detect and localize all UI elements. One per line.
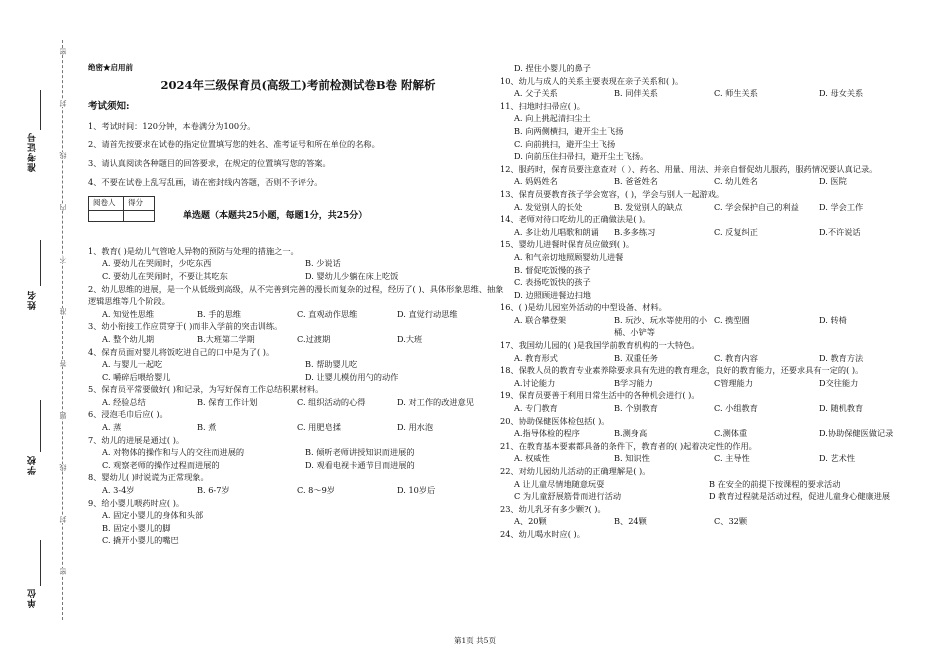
answer-option[interactable]: B. 保育工作计划: [197, 396, 258, 407]
answer-option[interactable]: D. 10岁后: [397, 485, 436, 496]
confidential-mark: 绝密★启用前: [88, 63, 133, 72]
question: [500, 62, 935, 75]
question: [88, 383, 508, 408]
answer-option[interactable]: B. 帮助婴儿吃: [305, 359, 358, 370]
option-row: [88, 333, 508, 346]
answer-option[interactable]: B 在安全的前提下按课程的要求活动: [709, 478, 841, 489]
answer-option[interactable]: A. 经验总结: [102, 396, 146, 407]
option-row: [88, 459, 508, 472]
school-label: 学校: [28, 455, 38, 475]
name-underline: [40, 240, 41, 286]
seal-line: [62, 40, 63, 620]
question-stem: 13、保育员要教育孩子学会宽容，( )，学会与别人一起游戏。: [500, 188, 725, 199]
question: [88, 320, 508, 345]
question-stem: 14、老师对待口吃幼儿的正确做法是( )。: [500, 214, 651, 225]
answer-option[interactable]: C. 携型圈: [714, 314, 750, 325]
section-heading: 单选题（本题共25小题，每题1分，共25分）: [183, 211, 368, 222]
seal-line-mark: 密: [59, 48, 67, 55]
question-stem: 10、幼儿与成人的关系主要表现在亲子关系和( )。: [500, 75, 684, 86]
page-title: 2024年三级保育员(高级工)考前检测试卷B卷 附解析: [160, 77, 436, 92]
answer-option[interactable]: B. 同伴关系: [614, 88, 658, 99]
answer-option[interactable]: C. 撬开小婴儿的嘴巴: [102, 535, 179, 546]
answer-option[interactable]: D. 用水泡: [397, 422, 434, 433]
answer-option[interactable]: D. 向前压住扫帚扫，避开尘土飞扬。: [514, 151, 649, 162]
answer-option[interactable]: A.讨论能力: [514, 377, 556, 388]
answer-option[interactable]: B.多多练习: [614, 226, 656, 237]
answer-option[interactable]: C. 幼儿姓名: [714, 176, 758, 187]
question: [500, 389, 935, 414]
answer-option[interactable]: A. 向上挑起清扫尘土: [514, 113, 591, 124]
answer-option[interactable]: C. 要幼儿在哭闹时，不要让其吃东: [102, 270, 228, 281]
option-row: [500, 352, 935, 365]
question-stem: 18、保教人员的教育专业素养除要求具有先进的教育理念，良好的教育能力，还要求具有一定的( )。: [500, 365, 864, 376]
answer-option[interactable]: C. 反复纠正: [714, 226, 758, 237]
binding-strip: [22, 40, 67, 620]
seal-line-mark: 不: [59, 256, 67, 263]
answer-option[interactable]: D交往能力: [819, 377, 859, 388]
answer-option[interactable]: D. 直觉行动思维: [397, 308, 458, 319]
answer-option[interactable]: D. 捏住小婴儿的鼻子: [514, 63, 591, 73]
score-input-cell[interactable]: [124, 210, 155, 221]
question-stem: 21、在教育基本要素都具备的条件下，教育者的( )起着决定性的作用。: [500, 440, 757, 451]
option-row: [88, 446, 508, 459]
question-stem: 17、我国幼儿园的( )是我国学前教育机构的一大特色。: [500, 340, 700, 351]
seal-line-mark: 线: [59, 464, 67, 471]
seal-line-mark: 答: [59, 360, 67, 367]
seal-line-mark: 题: [59, 412, 67, 419]
question-stem: 11、扫地时扫帚应( )。: [500, 100, 585, 111]
question: [500, 528, 935, 541]
answer-option[interactable]: D. 教育方法: [819, 352, 864, 363]
question-stem: 19、保育员要善于利用日常生活中的各种机会进行( )。: [500, 390, 700, 401]
answer-option[interactable]: D. 学会工作: [819, 201, 864, 212]
answer-option[interactable]: D 教育过程就是活动过程，促进儿童身心健康进展: [709, 491, 891, 502]
answer-option[interactable]: C. 主导性: [714, 453, 750, 464]
answer-option[interactable]: C管理能力: [714, 377, 754, 388]
option-row: [88, 308, 508, 321]
question: [500, 440, 935, 465]
option-row: [500, 490, 935, 503]
answer-option[interactable]: A. 蒸: [102, 422, 122, 433]
answer-option[interactable]: C. 师生关系: [714, 88, 758, 99]
question: [88, 283, 508, 321]
answer-option[interactable]: B. 手的思维: [197, 308, 241, 319]
question: [88, 471, 508, 496]
left-question-list: [88, 245, 508, 547]
answer-option[interactable]: D.协助保健医做记录: [819, 428, 894, 439]
question-stem: 15、婴幼儿进餐时保育员应做到( )。: [500, 239, 635, 250]
option-row: [500, 175, 935, 188]
answer-option[interactable]: B. 少说话: [305, 258, 341, 269]
answer-option[interactable]: D. 随机教育: [819, 403, 864, 414]
question: [500, 213, 935, 238]
answer-option[interactable]: C. 小组教育: [714, 403, 758, 414]
answer-option[interactable]: C. 嚼碎后喂给婴儿: [102, 371, 171, 382]
option-row: [500, 377, 935, 390]
seal-line-mark: 内: [59, 204, 67, 211]
question: [500, 364, 935, 389]
seal-line-mark: 线: [59, 152, 67, 159]
answer-option[interactable]: A. 联合攀登架: [514, 314, 567, 325]
answer-option[interactable]: B. 煮: [197, 422, 217, 433]
question: [500, 100, 935, 163]
answer-option[interactable]: A. 权威性: [514, 453, 550, 464]
notice-item: 3、请认真阅读各种题目的回答要求，在规定的位置填写您的答案。: [88, 157, 331, 168]
answer-option[interactable]: D. 对工作的改进意见: [397, 396, 474, 407]
name-label: 姓名: [28, 290, 38, 310]
answer-option[interactable]: C. 组织活动的心得: [297, 396, 366, 407]
answer-option[interactable]: C. 8～9岁: [297, 485, 335, 496]
question: [500, 188, 935, 213]
answer-option[interactable]: A. 多让幼儿唱歌和朗诵: [514, 226, 599, 237]
right-question-list: [500, 62, 935, 541]
question: [88, 434, 508, 472]
question: [500, 75, 935, 100]
answer-option[interactable]: B.大班第二学期: [197, 333, 255, 344]
question: [500, 301, 935, 339]
option-row: [88, 484, 508, 497]
question: [500, 238, 935, 301]
answer-option[interactable]: D. 婴幼儿少躺在床上吃饭: [305, 270, 399, 281]
question-stem: 4、保育员面对婴儿将饭吃进自己的口中是为了( )。: [88, 346, 275, 357]
answer-option[interactable]: A、20颗: [514, 516, 547, 527]
answer-option[interactable]: A. 3-4岁: [102, 485, 135, 496]
question-stem: 7、幼儿的进展是通过( )。: [88, 434, 185, 445]
seal-line-mark: 封: [59, 100, 67, 107]
answer-option[interactable]: D. 转椅: [819, 314, 847, 325]
answer-option[interactable]: C. 教育内容: [714, 352, 758, 363]
answer-option[interactable]: D.大班: [397, 333, 423, 344]
option-row: [88, 358, 508, 371]
answer-option[interactable]: A. 与婴儿一起吃: [102, 359, 163, 370]
notice-item: 2、请首先按要求在试卷的指定位置填写您的姓名、准考证号和所在单位的名称。: [88, 139, 380, 150]
question-stem: 9、给小婴儿喂药时应( )。: [88, 497, 185, 508]
answer-option[interactable]: A. 发觉别人的长处: [514, 201, 583, 212]
answer-option[interactable]: B. 固定小婴儿的脚: [102, 522, 171, 533]
answer-option[interactable]: C. 学会保护自己的利益: [714, 201, 799, 212]
answer-option[interactable]: A 让儿童尽情地随意玩耍: [514, 478, 605, 489]
page-number: 第1页 共5页: [454, 636, 496, 645]
answer-option[interactable]: D. 边照顾进餐边扫地: [514, 289, 591, 300]
answer-option[interactable]: A. 知觉性思维: [102, 308, 155, 319]
answer-option[interactable]: C、32颗: [714, 516, 748, 527]
option-row: [500, 87, 935, 100]
right-column: [500, 62, 935, 541]
answer-option[interactable]: B. 爸爸姓名: [614, 176, 658, 187]
option-row: [500, 515, 935, 528]
question-stem: 24、幼儿喝水时应( )。: [500, 528, 585, 539]
question-stem: 22、对幼儿园幼儿活动的正确理解是( )。: [500, 466, 651, 476]
answer-option[interactable]: D. 医院: [819, 176, 847, 187]
question-stem: 20、协助保健医体检包括( )。: [500, 415, 610, 426]
option-row: [88, 396, 508, 409]
question: [500, 465, 935, 503]
seal-line-mark: 准: [59, 308, 67, 315]
answer-option[interactable]: A. 父子关系: [514, 88, 558, 99]
answer-option[interactable]: C. 向前挑扫，避开尘土飞扬: [514, 138, 616, 149]
exam-id-label: 准考证号: [28, 132, 38, 172]
option-row: [500, 226, 935, 239]
question: [500, 163, 935, 188]
left-column: [88, 62, 508, 547]
answer-option[interactable]: B. 双重任务: [614, 352, 658, 363]
answer-option[interactable]: C. 表扬吃饭快的孩子: [514, 277, 591, 288]
answer-option[interactable]: C.过渡期: [297, 333, 331, 344]
question-stem: 1、教育( )是幼儿气管呛人异物的预防与处理的措施之一。: [88, 245, 299, 256]
option-row: [88, 270, 508, 283]
question-stem: 5、保育员平常要做好( )和记录，为写好保育工作总结积累材料。: [88, 384, 324, 395]
option-row: [88, 257, 508, 270]
question-stem: 16、( )是幼儿园室外活动的中型设备、材料。: [500, 302, 667, 313]
question: [88, 408, 508, 433]
answer-option[interactable]: B. 发觉别人的缺点: [614, 201, 683, 212]
answer-option[interactable]: C. 直观动作思维: [297, 308, 358, 319]
notice-heading: 考试须知:: [88, 101, 130, 113]
question: [88, 497, 508, 547]
answer-option[interactable]: A. 固定小婴儿的身体和头部: [102, 510, 204, 521]
notice-item: 4、不要在试卷上乱写乱画，请在密封线内答题，否则不予评分。: [88, 176, 323, 187]
seal-line-mark: 密: [59, 568, 67, 575]
score-cell: 得分: [124, 197, 155, 211]
question-stem: 23、幼儿乳牙有多少颗?( )。: [500, 503, 606, 514]
option-row: [500, 452, 935, 465]
answer-option[interactable]: D. 让婴儿模仿用勺的动作: [305, 371, 399, 382]
seal-line-mark: 封: [59, 516, 67, 523]
answer-option[interactable]: C. 观察老师的操作过程而进展的: [102, 459, 220, 470]
answer-option[interactable]: B. 知识性: [614, 453, 650, 464]
question: [500, 503, 935, 528]
question: [500, 339, 935, 364]
answer-option[interactable]: D.不许说话: [819, 226, 861, 237]
answer-option[interactable]: C 为儿童舒展筋骨而进行活动: [514, 491, 622, 502]
answer-option[interactable]: C. 用肥皂揉: [297, 422, 341, 433]
option-row: [500, 427, 935, 440]
question-stem: 8、婴幼儿( )时说谎为正常现象。: [88, 472, 209, 483]
answer-option[interactable]: D. 母女关系: [819, 88, 864, 99]
option-row: [88, 371, 508, 384]
reviewer-input-cell[interactable]: [89, 210, 124, 221]
question-stem: 12、服药时，保育员要注意查对（ ）、药名、用量、用法、并亲自督促幼儿服药，服药情况要认真记录。: [500, 163, 878, 174]
answer-option[interactable]: D. 艺术性: [819, 453, 856, 464]
question-stem: 2、幼儿思维的进展，是一个从低级到高级，从不完善到完善的漫长而复杂的过程，经历了( )、具体形象思维、抽象逻辑思维等几个阶段。: [88, 283, 504, 307]
option-row: [500, 478, 935, 491]
answer-option[interactable]: D. 观看电视卡通节目而进展的: [305, 459, 415, 470]
exam-id-underline: [40, 90, 41, 130]
option-row: [500, 201, 935, 214]
answer-option[interactable]: B. 玩沙、玩水等使用的小桶、小铲等: [614, 314, 708, 338]
score-box: [88, 196, 155, 222]
answer-option[interactable]: B、24颗: [614, 516, 647, 527]
answer-option[interactable]: A. 专门教育: [514, 403, 558, 414]
answer-option[interactable]: B. 6-7岁: [197, 485, 230, 496]
answer-option[interactable]: B.测身高: [614, 428, 648, 439]
answer-option[interactable]: A. 和气亲切地照顾婴幼儿进餐: [514, 251, 624, 262]
question: [88, 346, 508, 384]
school-underline: [40, 400, 41, 452]
answer-option[interactable]: B. 督促吃饭慢的孩子: [514, 264, 591, 275]
question-stem: 3、幼小衔接工作应贯穿于( )而非入学前的突击训练。: [88, 321, 283, 332]
notice-item: 1、考试时间：120分钟，本卷满分为100分。: [88, 120, 256, 131]
question-stem: 6、浸泡毛巾后应( )。: [88, 409, 168, 420]
option-row: [88, 421, 508, 434]
option-row: [500, 314, 935, 339]
reviewer-cell: 阅卷人: [89, 197, 124, 211]
answer-option[interactable]: B学习能力: [614, 377, 653, 388]
unit-label: 单位: [28, 588, 38, 608]
question: [500, 415, 935, 440]
answer-option[interactable]: C.测体重: [714, 428, 748, 439]
answer-option[interactable]: A. 对物体的操作和与人的交往而进展的: [102, 447, 245, 458]
answer-option[interactable]: A. 整个幼儿期: [102, 333, 155, 344]
unit-underline: [40, 540, 41, 586]
answer-option[interactable]: A.指导体检的程序: [514, 428, 580, 439]
answer-option[interactable]: A. 要幼儿在哭闹时，少吃东西: [102, 258, 212, 269]
answer-option[interactable]: B. 向两侧横扫，避开尘土飞扬: [514, 125, 624, 136]
answer-option[interactable]: B. 倾听老师讲授知识而进展的: [305, 447, 415, 458]
answer-option[interactable]: A. 教育形式: [514, 352, 558, 363]
answer-option[interactable]: B. 个别教育: [614, 403, 658, 414]
answer-option[interactable]: A. 妈妈姓名: [514, 176, 558, 187]
score-row: [88, 196, 508, 223]
question: [88, 245, 508, 283]
option-row: [500, 402, 935, 415]
